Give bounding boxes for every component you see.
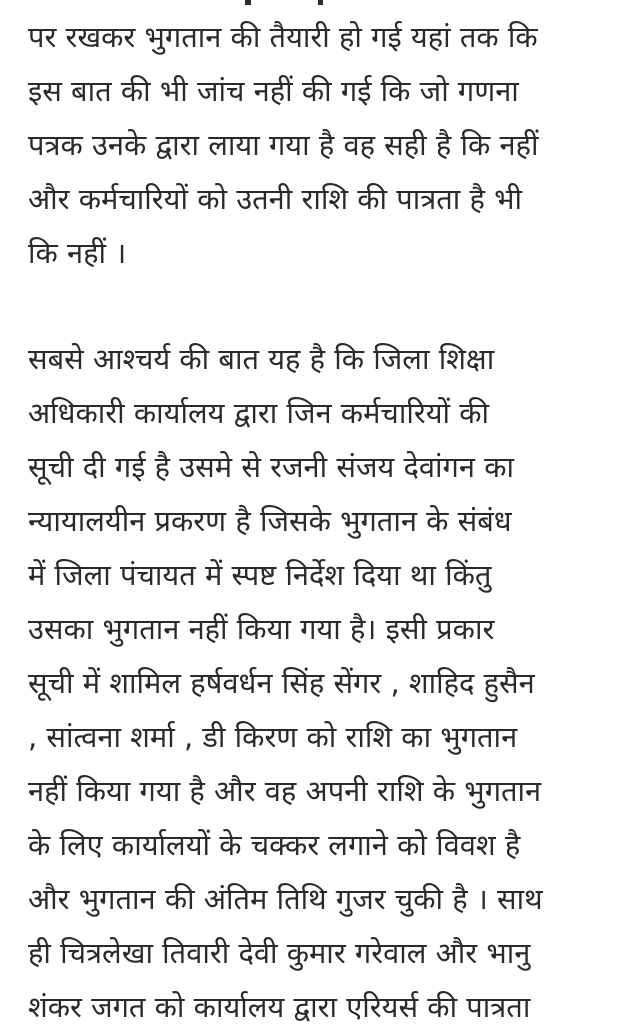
text-line: सूची दी गई है उसमे से रजनी संजय देवांगन का: [28, 450, 514, 484]
text-line: और कर्मचारियों को उतनी राशि की पात्रता है भी: [28, 182, 523, 216]
text-line: नहीं किया गया है और वह अपनी राशि के भुगतान: [28, 774, 542, 808]
text-line: और भुगतान की अंतिम तिथि गुजर चुकी है । साथ: [28, 882, 543, 916]
text-line: सबसे आश्चर्य की बात यह है कि जिला शिक्षा: [28, 342, 495, 376]
text-line: पत्रक उनके द्वारा लाया गया है वह सही है कि नहीं: [28, 128, 539, 162]
text-line: के लिए कार्यालयों के चक्कर लगाने को विवश है: [28, 828, 521, 862]
text-line: इस बात की भी जांच नहीं की गई कि जो गणना: [28, 74, 519, 108]
text-line: उसका भुगतान नहीं किया गया है। इसी प्रकार: [28, 612, 495, 646]
text-line: में जिला पंचायत में स्पष्ट निर्देश दिया था किंतु: [28, 558, 492, 592]
text-line: शंकर जगत को कार्यालय द्वारा एरियर्स की पात्रता: [28, 990, 531, 1024]
text-line: , सांत्वना शर्मा , डी किरण को राशि का भुगतान: [28, 720, 518, 754]
text-line: अधिकारी कार्यालय द्वारा जिन कर्मचारियों की: [28, 396, 490, 430]
paragraph-2: [28, 332, 613, 1034]
text-line: सूची में शामिल हर्षवर्धन सिंह सेंगर , शाहिद हुसैन: [28, 666, 535, 700]
text-line: कि नहीं ।: [28, 236, 127, 270]
text-line: पर रखकर भुगतान की तैयारी हो गई यहां तक कि: [28, 20, 538, 54]
text-line: न्यायालयीन प्रकरण है जिसके भुगतान के संबंध: [28, 504, 512, 538]
paragraph-1: [28, 10, 613, 280]
article-body: [28, 0, 613, 1034]
text-line: ही चित्रलेखा तिवारी देवी कुमार गरेवाल और भानु: [28, 936, 531, 970]
